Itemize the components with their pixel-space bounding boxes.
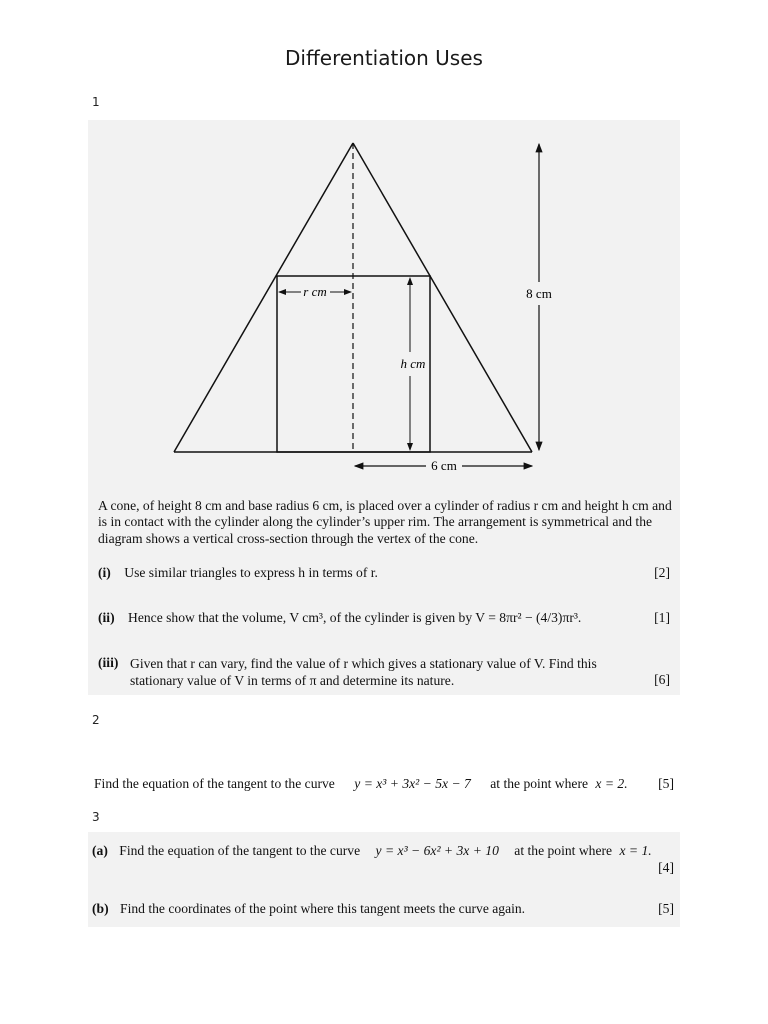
q3a-text-after: at the point where: [514, 843, 613, 858]
q3b-marks: [5]: [658, 901, 674, 916]
q2-equation: y = x³ + 3x² − 5x − 7: [354, 776, 471, 791]
part-label: (a): [92, 843, 108, 858]
part-label: (ii): [98, 610, 115, 625]
part-marks: [2]: [654, 565, 670, 580]
q2-text-before: Find the equation of the tangent to the curve: [94, 776, 335, 791]
q3a-text-before: Find the equation of the tangent to the curve: [119, 843, 361, 858]
q3a-marks: [4]: [658, 860, 674, 875]
part-text: Given that r can vary, find the value of r which gives a stationary value of V. Find this stationary value of V in terms of π and determine its nature.: [130, 656, 597, 688]
question-3-number: 3: [92, 810, 100, 824]
part-marks: [1]: [654, 610, 670, 625]
q3a-equation: y = x³ − 6x² + 3x + 10: [375, 843, 499, 858]
question-1-intro: A cone, of height 8 cm and base radius 6 cm, is placed over a cylinder of radius r cm and height h cm and is in contact with the cylinder along the cylinder’s upper rim. The arrangement is symmetrical and the diagram shows a vertical cross-section through the vertex of the cone.: [98, 498, 672, 546]
question-3-part-b: [92, 901, 674, 919]
part-label: (i): [98, 565, 111, 580]
part-marks: [6]: [654, 672, 670, 687]
part-text: Hence show that the volume, V cm³, of the cylinder is given by V = 8πr² − (4/3)πr³.: [128, 610, 582, 625]
q2-marks: [5]: [658, 776, 674, 791]
question-3-block: [88, 832, 680, 927]
cone-cylinder-diagram: [88, 120, 680, 480]
q2-text-after: at the point where: [490, 776, 588, 791]
part-text: Use similar triangles to express h in terms of r.: [124, 565, 378, 580]
question-2-text: [94, 776, 674, 794]
q3b-text: Find the coordinates of the point where this tangent meets the curve again.: [120, 901, 526, 916]
r-label: r cm: [303, 284, 327, 299]
h-label: h cm: [400, 356, 426, 371]
question-2-number: 2: [92, 713, 100, 727]
q2-condition: x = 2.: [595, 776, 628, 791]
cone-right-edge: [353, 143, 532, 452]
question-1-part-i: [98, 565, 670, 583]
question-1-block: [88, 120, 680, 695]
page-title: Differentiation Uses: [285, 46, 483, 70]
question-3-part-a: [92, 843, 674, 879]
height-label: 8 cm: [526, 286, 552, 301]
q3a-condition: x = 1.: [619, 843, 652, 858]
base-label: 6 cm: [431, 458, 457, 473]
question-1-part-iii: [98, 655, 670, 691]
part-label: (iii): [98, 655, 119, 670]
question-1-number: 1: [92, 95, 100, 109]
question-1-part-ii: [98, 610, 670, 628]
part-label: (b): [92, 901, 109, 916]
